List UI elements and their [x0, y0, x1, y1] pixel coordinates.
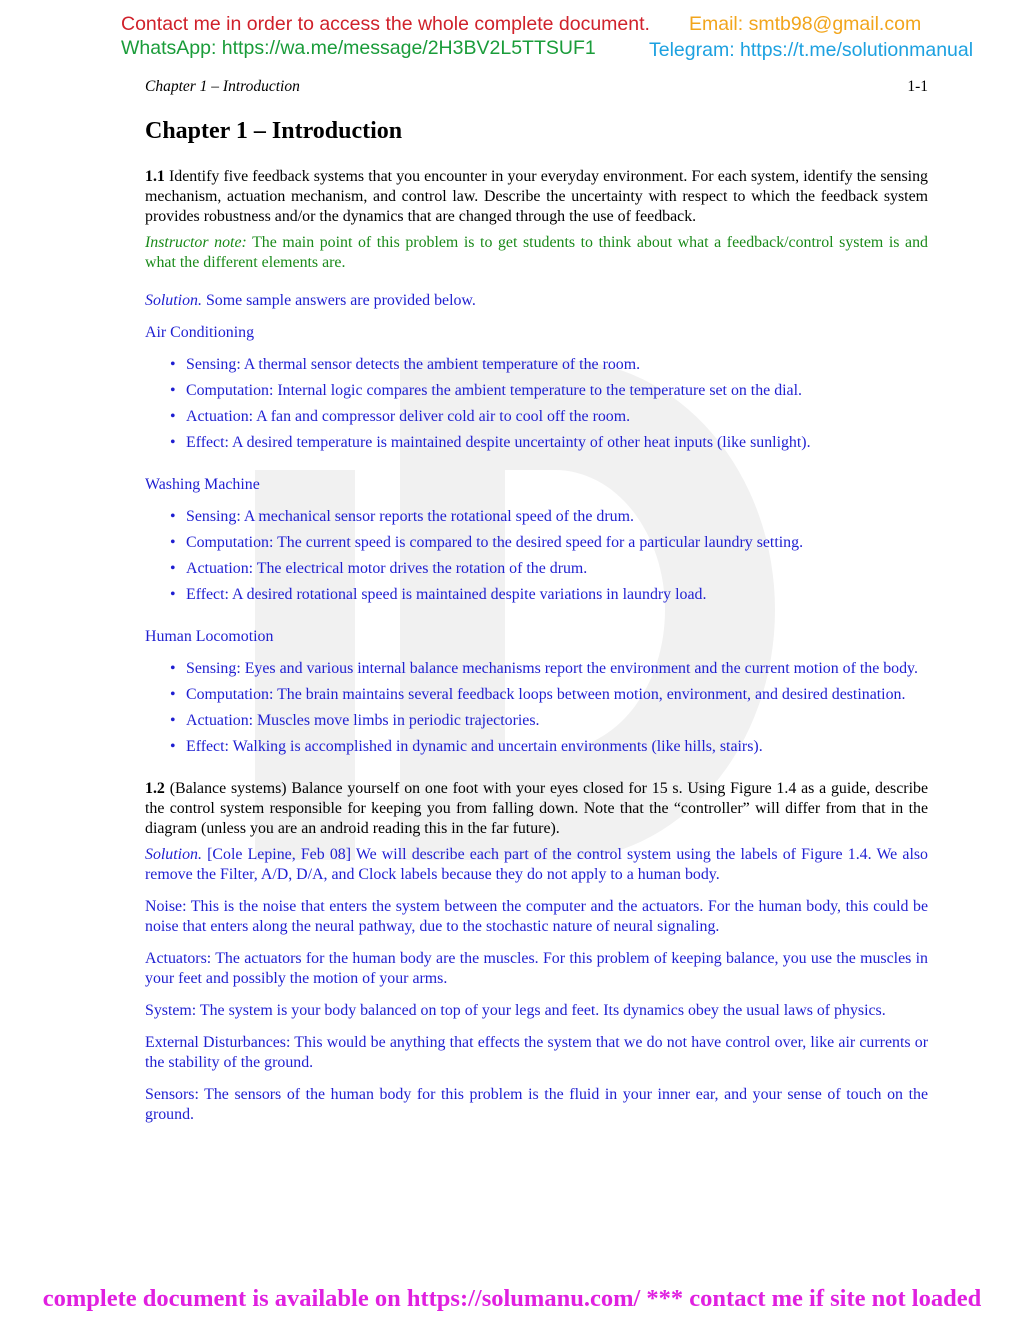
- page-content: [145, 116, 928, 1137]
- list-item: • Computation: The current speed is compared to the desired speed for a particular laundry setting.: [145, 533, 928, 553]
- instructor-note-label: Instructor note:: [145, 234, 247, 251]
- list-item: • Sensing: Eyes and various internal balance mechanisms report the environment and the current motion of the body.: [145, 659, 928, 679]
- solution-text: Some sample answers are provided below.: [205, 292, 476, 309]
- running-header: [145, 78, 928, 96]
- bullet-list: [145, 507, 928, 605]
- instructor-note-text: The main point of this problem is to get students to think about what a feedback/control system is and what the different elements are.: [145, 234, 928, 271]
- telegram-link[interactable]: Telegram: https://t.me/solutionmanual: [649, 39, 974, 61]
- solution-intro: [145, 291, 928, 311]
- list-item: • Computation: Internal logic compares the ambient temperature to the temperature set on the dial.: [145, 381, 928, 401]
- solution-intro: [145, 845, 928, 885]
- list-item: • Actuation: Muscles move limbs in periodic trajectories.: [145, 711, 928, 731]
- section-title: Washing Machine: [145, 476, 260, 493]
- running-header-title: Chapter 1 – Introduction: [145, 78, 300, 95]
- solution-label: Solution.: [145, 292, 202, 309]
- list-item: • Effect: A desired rotational speed is maintained despite variations in laundry load.: [145, 585, 928, 605]
- list-item: • Actuation: The electrical motor drives the rotation of the drum.: [145, 559, 928, 579]
- problem-text: Identify five feedback systems that you encounter in your everyday environment. For each system, identify the sensing mechanism, actuation mechanism, and control law. Describe the uncertainty with respect to which the feedback system provides robustness and/or the dynamics that are changed through the use of feedback.: [145, 168, 928, 225]
- list-item: • Effect: Walking is accomplished in dynamic and uncertain environments (like hills, stairs).: [145, 737, 928, 757]
- instructor-note: [145, 233, 928, 273]
- section-title: Air Conditioning: [145, 324, 255, 341]
- chapter-title: Chapter 1 – Introduction: [145, 118, 403, 144]
- list-item: • Actuation: A fan and compressor deliver cold air to cool off the room.: [145, 407, 928, 427]
- solution-paragraph: System: The system is your body balanced on top of your legs and feet. Its dynamics obey the usual laws of physics.: [145, 1002, 886, 1019]
- whatsapp-link[interactable]: WhatsApp: https://wa.me/message/2H3BV2L5TTSUF1: [121, 37, 596, 59]
- list-item: • Sensing: A mechanical sensor reports the rotational speed of the drum.: [145, 507, 928, 527]
- contact-text: Contact me in order to access the whole complete document.: [121, 13, 650, 35]
- bullet-list: [145, 659, 928, 757]
- list-item: • Computation: The brain maintains several feedback loops between motion, environment, and desired destination.: [145, 685, 928, 705]
- solution-paragraph: Sensors: The sensors of the human body for this problem is the fluid in your inner ear, and your sense of touch on the ground.: [145, 1086, 928, 1123]
- solution-paragraph: Actuators: The actuators for the human body are the muscles. For this problem of keeping balance, you use the muscles in your feet and possibly the motion of your arms.: [145, 950, 928, 987]
- solution-paragraph: External Disturbances: This would be anything that effects the system that we do not have control over, like air currents or the stability of the ground.: [145, 1034, 928, 1071]
- footer-banner[interactable]: complete document is available on https://solumanu.com/ *** contact me if site not loaded: [42, 1285, 982, 1312]
- solution-label: Solution.: [145, 846, 202, 863]
- problem-number: 1.2: [145, 780, 165, 797]
- solution-text: [Cole Lepine, Feb 08] We will describe each part of the control system using the labels of Figure 1.4. We also remove the Filter, A/D, D/A, and Clock labels because they do not apply to a human body.: [145, 846, 928, 883]
- problem-1-1-statement: [145, 167, 928, 227]
- contact-banner: [0, 0, 1024, 66]
- email-text: Email: smtb98@gmail.com: [689, 13, 922, 35]
- bullet-list: [145, 355, 928, 453]
- solution-paragraph: Noise: This is the noise that enters the system between the computer and the actuators. For the human body, this could be noise that enters along the neural pathway, due to the stochastic nature of neural signaling.: [145, 898, 928, 935]
- page-number: 1-1: [907, 78, 928, 95]
- problem-1-2-statement: [145, 779, 928, 839]
- problem-text: (Balance systems) Balance yourself on one foot with your eyes closed for 15 s. Using Figure 1.4 as a guide, describe the control system responsible for keeping you from falling down. Note that the “controller” will differ from that in the diagram (unless you are an android reading this in the far future).: [145, 780, 928, 837]
- problem-number: 1.1: [145, 168, 165, 185]
- section-title: Human Locomotion: [145, 628, 274, 645]
- list-item: • Effect: A desired temperature is maintained despite uncertainty of other heat inputs (like sunlight).: [145, 433, 928, 453]
- list-item: • Sensing: A thermal sensor detects the ambient temperature of the room.: [145, 355, 928, 375]
